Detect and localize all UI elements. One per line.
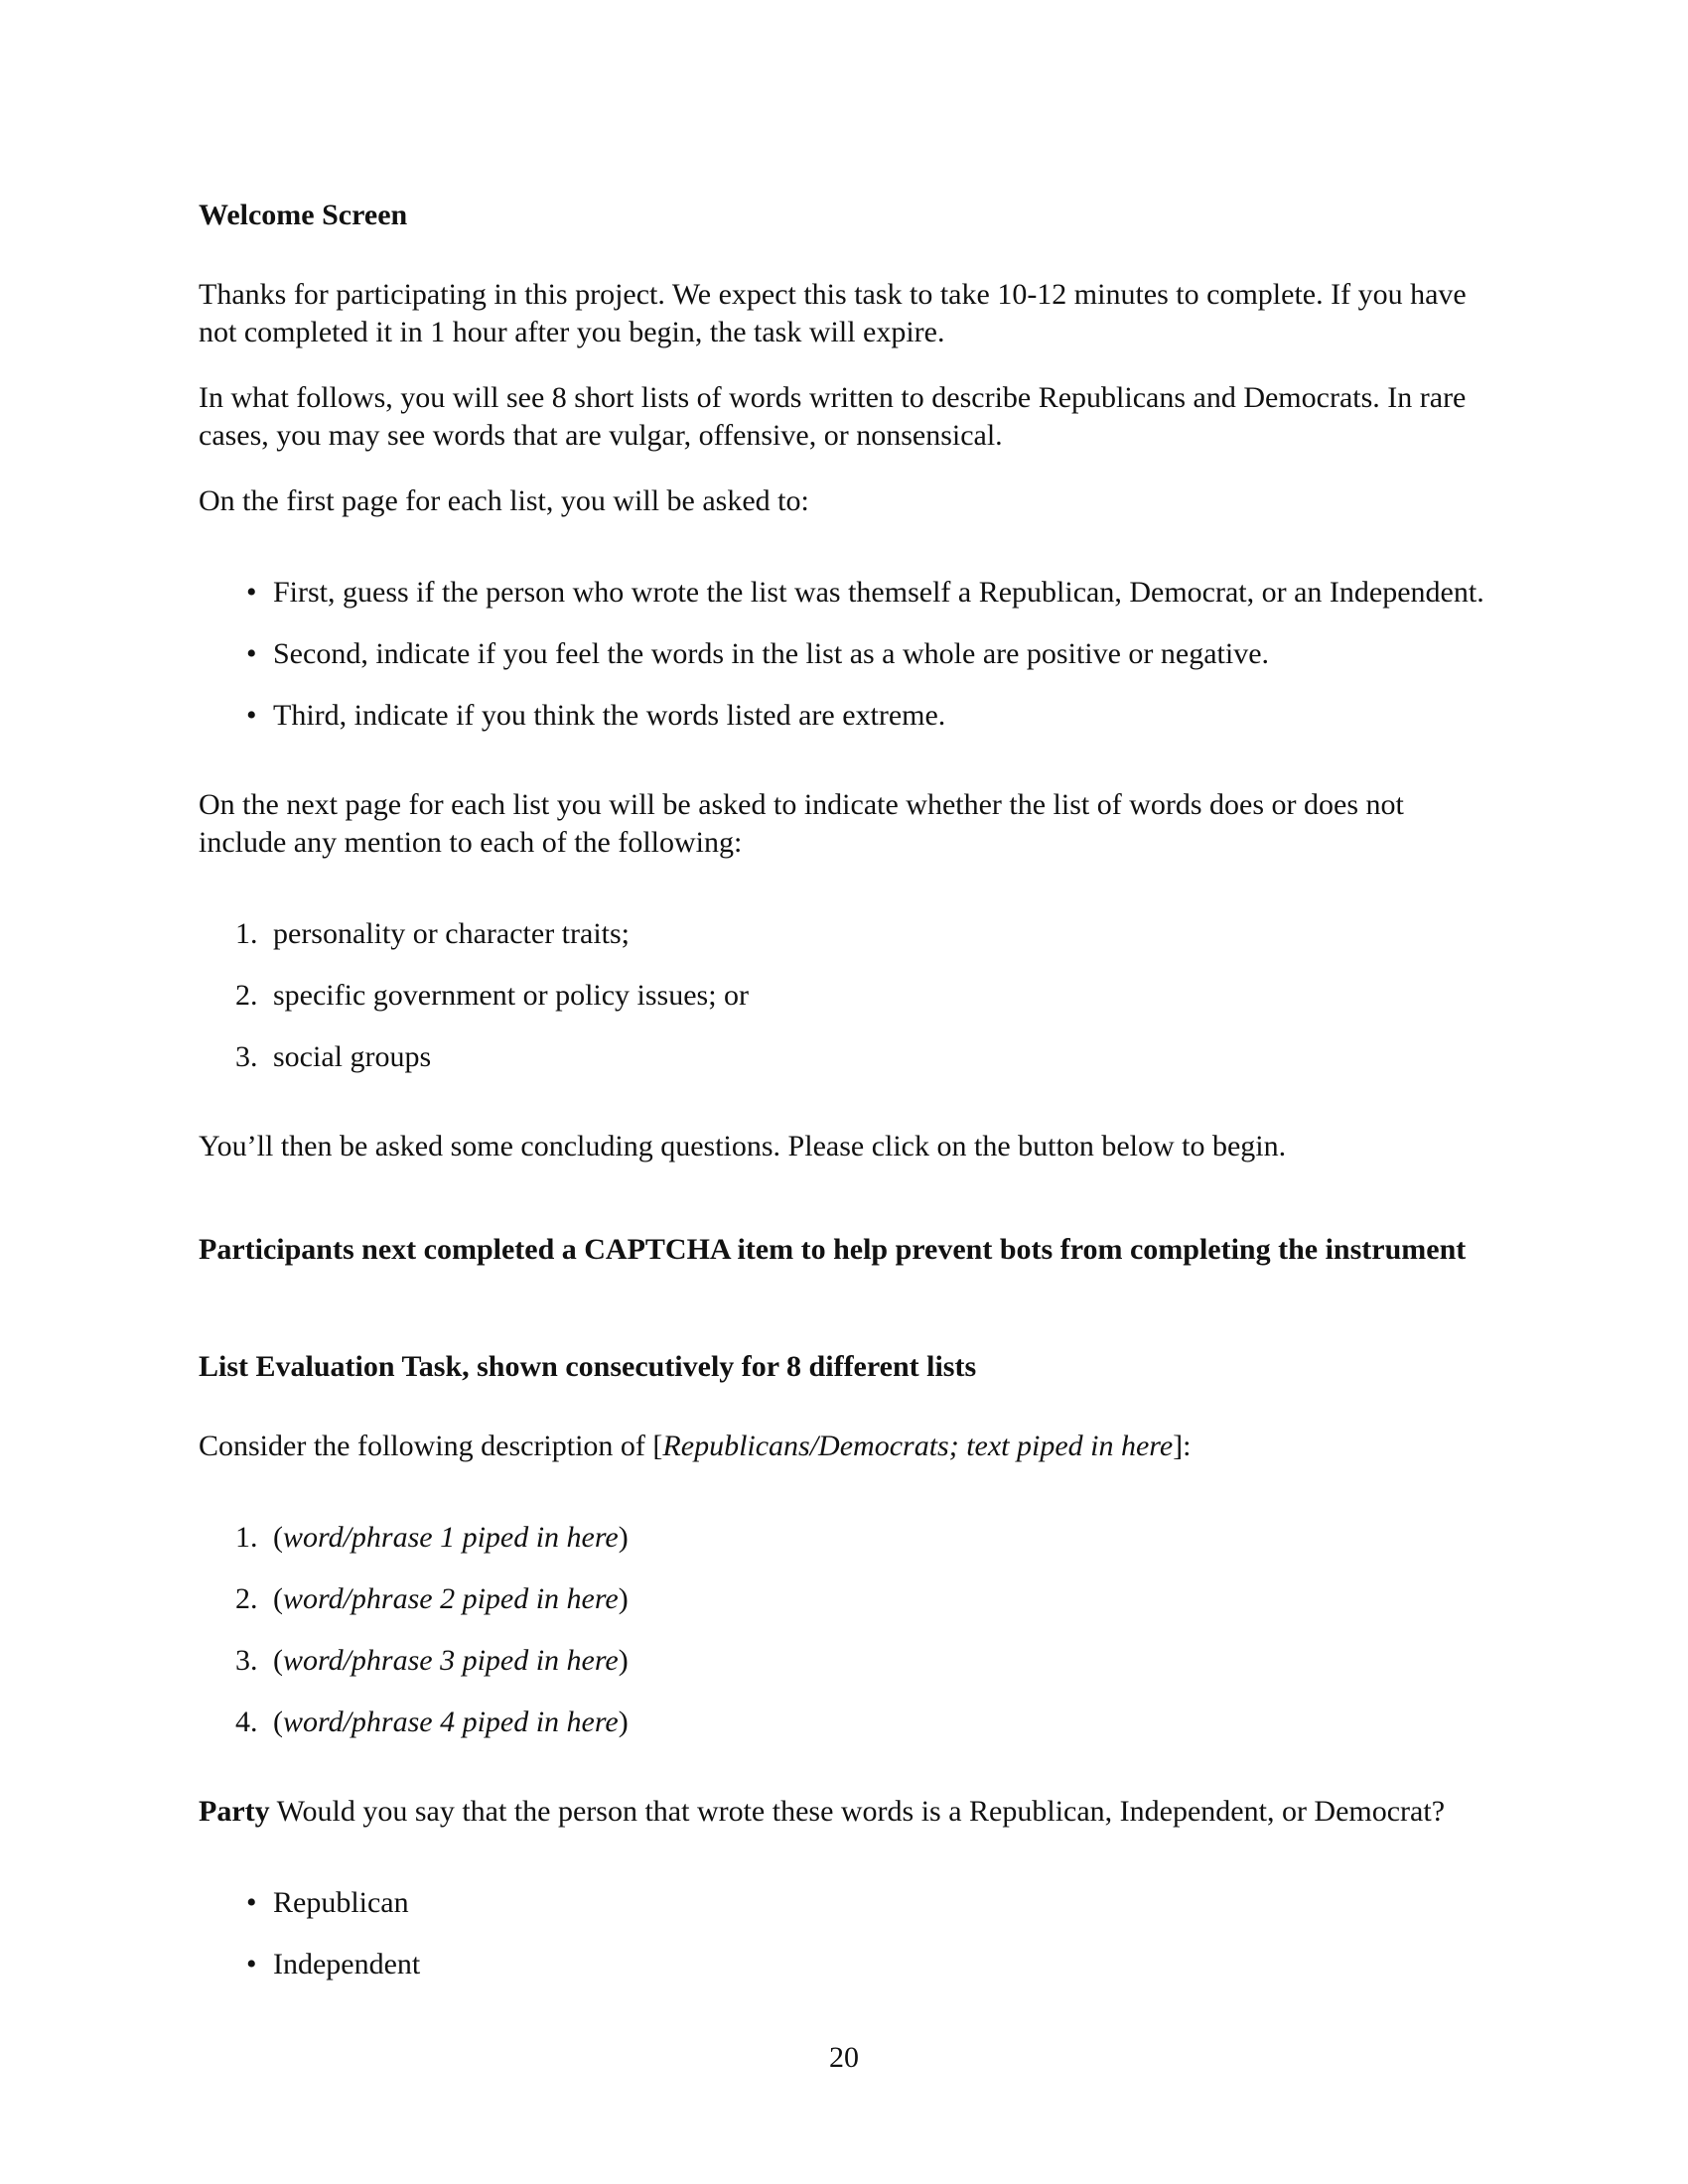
list-item-text: First, guess if the person who wrote the list was themself a Republican, Democrat, or an Independent. — [273, 576, 1484, 609]
list-item — [199, 1704, 1489, 1741]
bullet-marker: • — [246, 637, 257, 670]
next-page-mention-list — [199, 915, 1489, 1076]
bullet-marker: • — [246, 1886, 257, 1919]
piped-phrase: word/phrase 1 piped in here — [283, 1521, 619, 1554]
party-label: Party — [199, 1795, 270, 1828]
captcha-heading: Participants next completed a CAPTCHA item to help prevent bots from completing the instrument — [199, 1233, 1467, 1266]
list-item-text: personality or character traits; — [273, 917, 631, 950]
number-marker: 3. — [235, 1040, 258, 1073]
first-page-task-list — [199, 574, 1489, 735]
party-option — [199, 1884, 1489, 1922]
list-item — [199, 635, 1489, 673]
party-question — [199, 1793, 1489, 1831]
party-option — [199, 1946, 1489, 1983]
piped-phrase-list — [199, 1519, 1489, 1741]
number-marker: 3. — [235, 1644, 258, 1677]
party-option-label: Republican — [273, 1886, 409, 1919]
paren-close: ) — [618, 1521, 629, 1554]
list-item — [199, 1642, 1489, 1680]
party-option-list — [199, 1884, 1489, 1983]
paren-open: ( — [273, 1521, 283, 1554]
list-item-text: Second, indicate if you feel the words in the list as a whole are positive or negative. — [273, 637, 1270, 670]
list-task-heading: List Evaluation Task, shown consecutively for 8 different lists — [199, 1350, 977, 1383]
list-item — [199, 977, 1489, 1015]
number-marker: 2. — [235, 979, 258, 1012]
paren-open: ( — [273, 1706, 283, 1738]
list-item-text: specific government or policy issues; or — [273, 979, 750, 1012]
number-marker: 1. — [235, 917, 258, 950]
page-content — [199, 197, 1489, 1983]
party-question-text: Would you say that the person that wrote these words is a Republican, Independent, or Democrat? — [269, 1795, 1446, 1828]
welcome-heading: Welcome Screen — [199, 199, 408, 231]
list-item-text: Third, indicate if you think the words listed are extreme. — [273, 699, 946, 732]
number-marker: 1. — [235, 1521, 258, 1554]
bullet-marker: • — [246, 1948, 257, 1980]
page-number: 20 — [829, 2041, 859, 2074]
consider-piped-text: Republicans/Democrats; text piped in here — [662, 1430, 1174, 1462]
paren-close: ) — [618, 1644, 629, 1677]
party-option-label: Independent — [273, 1948, 421, 1980]
welcome-paragraph-2: In what follows, you will see 8 short lists of words written to describe Republicans and Democrats. In rare cases, you may see words that are vulgar, offensive, or nonsensical. — [199, 381, 1467, 452]
paren-close: ) — [618, 1706, 629, 1738]
paren-open: ( — [273, 1582, 283, 1615]
welcome-paragraph-3: On the first page for each list, you will be asked to: — [199, 484, 809, 517]
list-item — [199, 1519, 1489, 1557]
list-item — [199, 574, 1489, 612]
list-item-text: social groups — [273, 1040, 432, 1073]
welcome-paragraph-1: Thanks for participating in this project. We expect this task to take 10-12 minutes to complete. If you have not completed it in 1 hour after you begin, the task will expire. — [199, 278, 1467, 348]
list-item — [199, 697, 1489, 735]
bullet-marker: • — [246, 699, 257, 732]
paren-open: ( — [273, 1644, 283, 1677]
piped-phrase: word/phrase 3 piped in here — [283, 1644, 619, 1677]
consider-prefix: Consider the following description of [ — [199, 1430, 663, 1462]
consider-description — [199, 1428, 1489, 1465]
piped-phrase: word/phrase 2 piped in here — [283, 1582, 619, 1615]
bullet-marker: • — [246, 576, 257, 609]
welcome-paragraph-5: You’ll then be asked some concluding questions. Please click on the button below to begin. — [199, 1130, 1287, 1162]
list-item — [199, 1038, 1489, 1076]
number-marker: 4. — [235, 1706, 258, 1738]
paren-close: ) — [618, 1582, 629, 1615]
list-item — [199, 1580, 1489, 1618]
number-marker: 2. — [235, 1582, 258, 1615]
consider-suffix: ]: — [1173, 1430, 1192, 1462]
list-item — [199, 915, 1489, 953]
welcome-paragraph-4: On the next page for each list you will be asked to indicate whether the list of words does or does not include any mention to each of the following: — [199, 788, 1404, 859]
piped-phrase: word/phrase 4 piped in here — [283, 1706, 619, 1738]
